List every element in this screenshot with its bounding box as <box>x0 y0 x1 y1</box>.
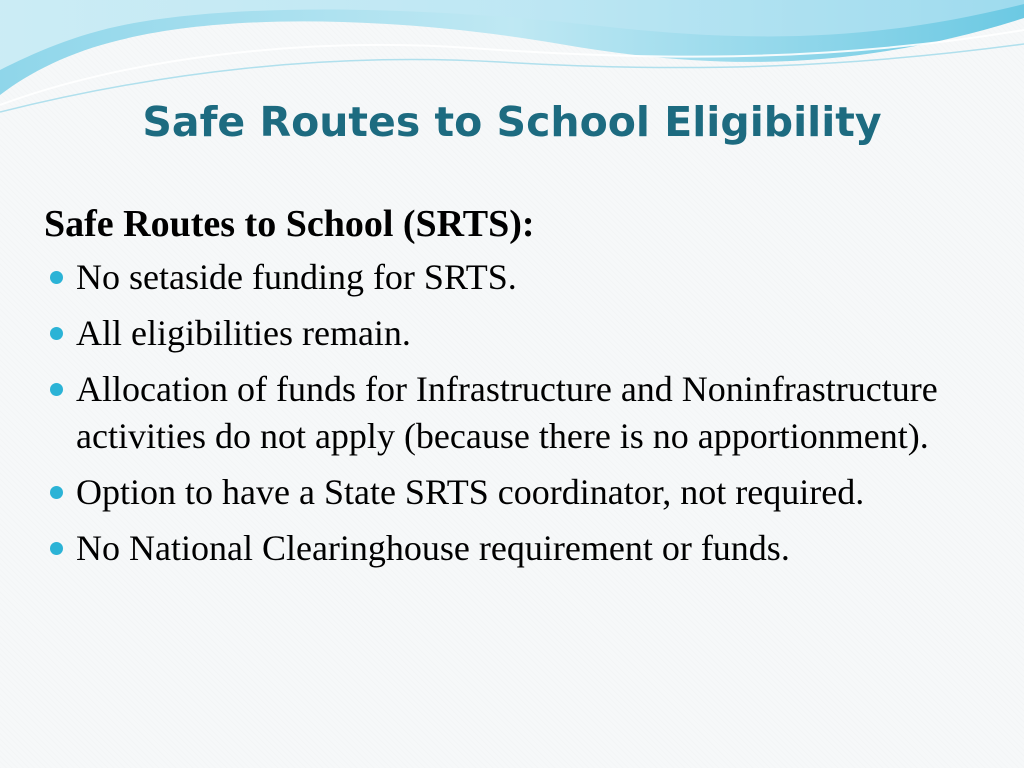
slide-body <box>44 198 944 581</box>
bullet-text: No National Clearinghouse requirement or funds. <box>76 528 790 568</box>
bullet-icon <box>50 271 63 284</box>
bullet-item <box>44 254 944 301</box>
bullet-item <box>44 525 944 572</box>
slide-title: Safe Routes to School Eligibility <box>142 98 882 146</box>
bullet-text: No setaside funding for SRTS. <box>76 257 517 297</box>
bullet-text: All eligibilities remain. <box>76 313 411 353</box>
bullet-text: Allocation of funds for Infrastructure and Noninfrastructure activities do not apply (because there is no apportionment). <box>76 369 938 456</box>
bullet-text: Option to have a State SRTS coordinator, not required. <box>76 472 865 512</box>
bullet-icon <box>50 383 63 396</box>
section-subheading: Safe Routes to School (SRTS): <box>44 203 535 245</box>
bullet-item <box>44 469 944 516</box>
bullet-item <box>44 310 944 357</box>
bullet-item <box>44 366 944 460</box>
bullet-list <box>44 254 944 572</box>
bullet-icon <box>50 327 63 340</box>
bullet-icon <box>50 486 63 499</box>
bullet-icon <box>50 542 63 555</box>
